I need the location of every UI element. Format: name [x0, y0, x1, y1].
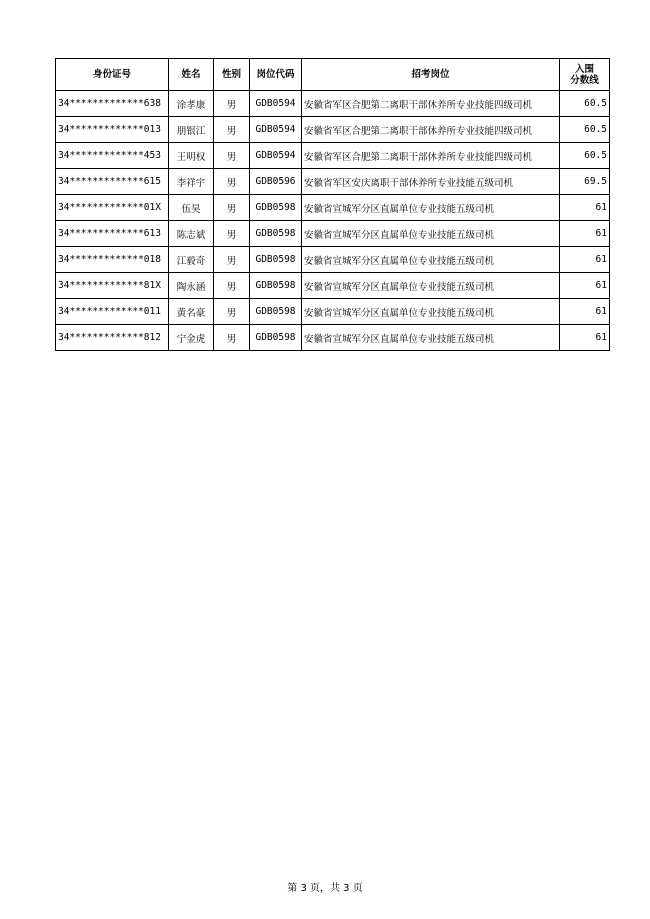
cell-position: 安徽省宣城军分区直属单位专业技能五级司机	[302, 247, 560, 273]
cell-score: 60.5	[560, 117, 610, 143]
cell-gender: 男	[214, 117, 250, 143]
cell-position: 安徽省宣城军分区直属单位专业技能五级司机	[302, 325, 560, 351]
table-row	[56, 169, 610, 195]
table-row	[56, 299, 610, 325]
cell-id: 34*************453	[56, 143, 169, 169]
cell-name: 李祥宇	[169, 169, 214, 195]
cell-score: 60.5	[560, 143, 610, 169]
header-position: 招考岗位	[302, 59, 560, 91]
cell-score: 69.5	[560, 169, 610, 195]
cell-code: GDB0598	[250, 273, 302, 299]
cell-score: 61	[560, 195, 610, 221]
cell-position: 安徽省军区合肥第二离职干部休养所专业技能四级司机	[302, 143, 560, 169]
cell-code: GDB0594	[250, 91, 302, 117]
cell-name: 宁金虎	[169, 325, 214, 351]
table-row	[56, 247, 610, 273]
header-name: 姓名	[169, 59, 214, 91]
page-number: 第 3 页，共 3 页	[287, 883, 363, 894]
cell-score: 61	[560, 247, 610, 273]
header-row	[56, 59, 610, 91]
cell-position: 安徽省宣城军分区直属单位专业技能五级司机	[302, 195, 560, 221]
cell-name: 陈志斌	[169, 221, 214, 247]
table-header	[56, 59, 610, 91]
cell-gender: 男	[214, 273, 250, 299]
cell-id: 34*************812	[56, 325, 169, 351]
cell-gender: 男	[214, 143, 250, 169]
table-row	[56, 325, 610, 351]
cell-score: 61	[560, 299, 610, 325]
cell-id: 34*************013	[56, 117, 169, 143]
cell-id: 34*************613	[56, 221, 169, 247]
candidate-table	[55, 58, 610, 351]
cell-score: 61	[560, 273, 610, 299]
table-row	[56, 273, 610, 299]
cell-name: 黄名豪	[169, 299, 214, 325]
cell-position: 安徽省宣城军分区直属单位专业技能五级司机	[302, 273, 560, 299]
cell-code: GDB0594	[250, 117, 302, 143]
cell-gender: 男	[214, 299, 250, 325]
cell-code: GDB0598	[250, 325, 302, 351]
cell-name: 朋银江	[169, 117, 214, 143]
cell-code: GDB0598	[250, 247, 302, 273]
header-score-line1: 入围	[574, 63, 594, 75]
cell-id: 34*************018	[56, 247, 169, 273]
cell-position: 安徽省宣城军分区直属单位专业技能五级司机	[302, 221, 560, 247]
table-row	[56, 195, 610, 221]
header-gender: 性别	[214, 59, 250, 91]
cell-code: GDB0596	[250, 169, 302, 195]
table-row	[56, 221, 610, 247]
table-row	[56, 91, 610, 117]
header-code: 岗位代码	[250, 59, 302, 91]
table-row	[56, 143, 610, 169]
cell-name: 涂孝康	[169, 91, 214, 117]
cell-code: GDB0598	[250, 195, 302, 221]
cell-code: GDB0594	[250, 143, 302, 169]
cell-name: 陶永涵	[169, 273, 214, 299]
cell-id: 34*************011	[56, 299, 169, 325]
cell-position: 安徽省军区合肥第二离职干部休养所专业技能四级司机	[302, 117, 560, 143]
cell-code: GDB0598	[250, 221, 302, 247]
cell-id: 34*************638	[56, 91, 169, 117]
cell-name: 伍昊	[169, 195, 214, 221]
cell-id: 34*************81X	[56, 273, 169, 299]
cell-score: 61	[560, 325, 610, 351]
cell-gender: 男	[214, 221, 250, 247]
table-row	[56, 117, 610, 143]
cell-position: 安徽省军区合肥第二离职干部休养所专业技能四级司机	[302, 91, 560, 117]
cell-id: 34*************615	[56, 169, 169, 195]
cell-gender: 男	[214, 169, 250, 195]
header-score	[560, 59, 610, 91]
cell-code: GDB0598	[250, 299, 302, 325]
cell-position: 安徽省宣城军分区直属单位专业技能五级司机	[302, 299, 560, 325]
cell-score: 61	[560, 221, 610, 247]
cell-gender: 男	[214, 91, 250, 117]
cell-score: 60.5	[560, 91, 610, 117]
cell-gender: 男	[214, 195, 250, 221]
cell-name: 王明权	[169, 143, 214, 169]
table-body	[56, 91, 610, 351]
cell-gender: 男	[214, 247, 250, 273]
cell-position: 安徽省军区安庆离职干部休养所专业技能五级司机	[302, 169, 560, 195]
cell-gender: 男	[214, 325, 250, 351]
cell-name: 江毅奇	[169, 247, 214, 273]
header-score-line2: 分数线	[570, 74, 599, 86]
header-id: 身份证号	[56, 59, 169, 91]
cell-id: 34*************01X	[56, 195, 169, 221]
